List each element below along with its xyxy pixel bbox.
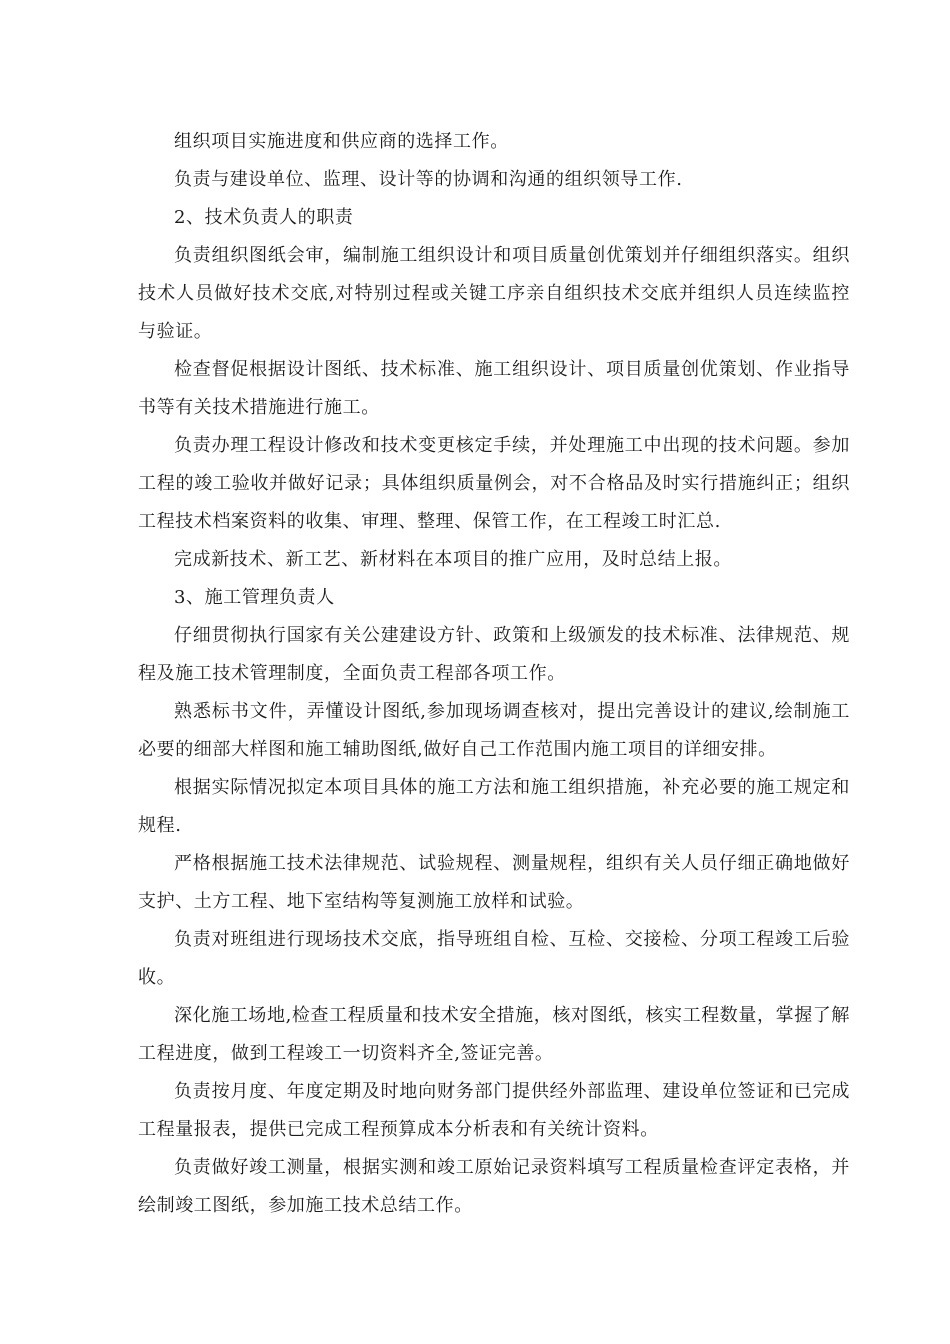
paragraph-3: 负责组织图纸会审，编制施工组织设计和项目质量创优策划并仔细组织落实。组织技术人员做好技术交底,对特别过程或关键工序亲自组织技术交底并组织人员连续监控与验证。: [138, 245, 850, 342]
document-body: [138, 123, 850, 1225]
paragraph-14: 负责做好竣工测量，根据实测和竣工原始记录资料填写工程质量检查评定表格，并绘制竣工图纸，参加施工技术总结工作。: [138, 1157, 850, 1216]
paragraph-9: 根据实际情况拟定本项目具体的施工方法和施工组织措施，补充必要的施工规定和规程.: [138, 777, 850, 836]
paragraph-7: 仔细贯彻执行国家有关公建建设方针、政策和上级颁发的技术标准、法律规范、规程及施工技术管理制度，全面负责工程部各项工作。: [138, 625, 850, 684]
paragraph-12: 深化施工场地,检查工程质量和技术安全措施，核对图纸，核实工程数量，掌握了解工程进度，做到工程竣工一切资料齐全,签证完善。: [138, 1005, 850, 1064]
paragraph-2: 负责与建设单位、监理、设计等的协调和沟通的组织领导工作.: [174, 169, 683, 190]
paragraph-8: 熟悉标书文件，弄懂设计图纸,参加现场调查核对，提出完善设计的建议,绘制施工必要的细部大样图和施工辅助图纸,做好自己工作范围内施工项目的详细安排。: [138, 701, 850, 760]
paragraph-1: 组织项目实施进度和供应商的选择工作。: [174, 131, 509, 152]
paragraph-5: 负责办理工程设计修改和技术变更核定手续，并处理施工中出现的技术问题。参加工程的竣工验收并做好记录；具体组织质量例会，对不合格品及时实行措施纠正；组织工程技术档案资料的收集、审理、整理、保管工作，在工程竣工时汇总.: [138, 435, 850, 532]
paragraph-11: 负责对班组进行现场技术交底，指导班组自检、互检、交接检、分项工程竣工后验收。: [138, 929, 850, 988]
paragraph-6: 完成新技术、新工艺、新材料在本项目的推广应用，及时总结上报。: [174, 549, 732, 570]
section-heading-2: 2、技术负责人的职责: [174, 207, 354, 228]
section-heading-3: 3、施工管理负责人: [174, 587, 335, 608]
paragraph-10: 严格根据施工技术法律规范、试验规程、测量规程，组织有关人员仔细正确地做好支护、土方工程、地下室结构等复测施工放样和试验。: [138, 853, 850, 912]
paragraph-4: 检查督促根据设计图纸、技术标准、施工组织设计、项目质量创优策划、作业指导书等有关技术措施进行施工。: [138, 359, 850, 418]
paragraph-13: 负责按月度、年度定期及时地向财务部门提供经外部监理、建设单位签证和已完成工程量报表，提供已完成工程预算成本分析表和有关统计资料。: [138, 1081, 850, 1140]
